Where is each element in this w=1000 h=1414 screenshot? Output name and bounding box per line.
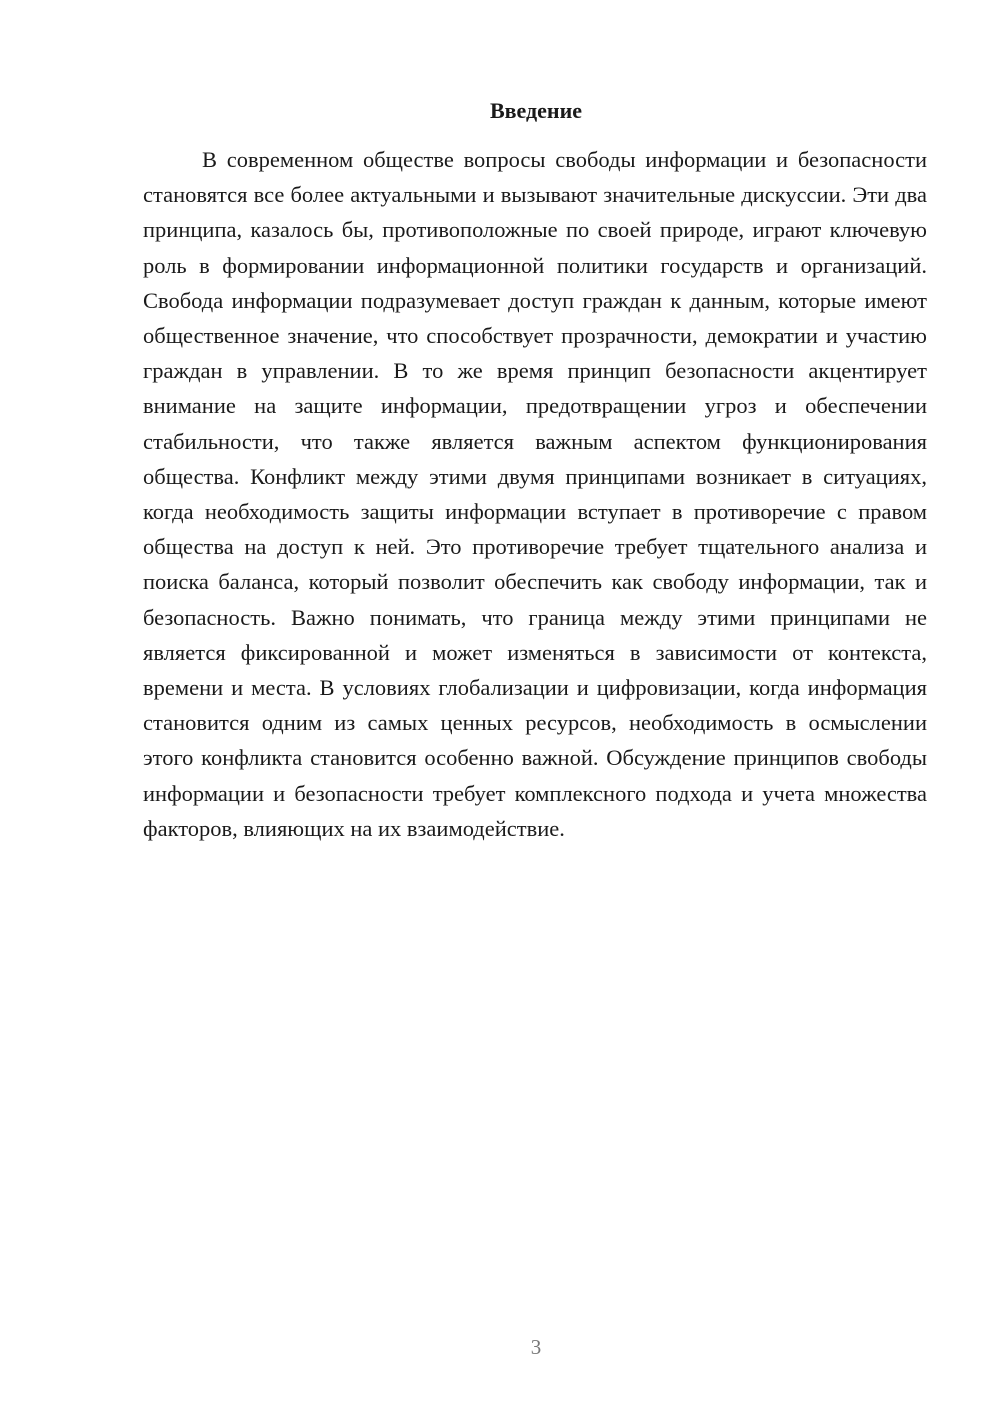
section-heading	[0, 96, 1000, 126]
page-number: 3	[530, 1335, 542, 1359]
section-heading-text: Введение	[489, 98, 583, 123]
body-paragraph: В современном обществе вопросы свободы информации и безопасности становятся все более актуальными и вызывают значительные дискуссии. Эти два принципа, казалось бы, противоположные по своей природе, играют ключевую роль в формировании информационной политики государств и организаций. Свобода информации подразумевает доступ граждан к данным, которые имеют общественное значение, что способствует прозрачности, демократии и участию граждан в управлении. В то же время принцип безопасности акцентирует внимание на защите информации, предотвращении угроз и обеспечении стабильности, что также является важным аспектом функционирования общества. Конфликт между этими двумя принципами возникает в ситуациях, когда необходимость защиты информации вступает в противоречие с правом общества на доступ к ней. Это противоречие требует тщательного анализа и поиска баланса, который позволит обеспечить как свободу информации, так и безопасность. Важно понимать, что граница между этими принципами не является фиксированной и может изменяться в зависимости от контекста, времени и места. В условиях глобализации и цифровизации, когда информация становится одним из самых ценных ресурсов, необходимость в осмыслении этого конфликта становится особенно важной. Обсуждение принципов свободы информации и безопасности требует комплексного подхода и учета множества факторов, влияющих на их взаимодействие.	[143, 147, 927, 841]
